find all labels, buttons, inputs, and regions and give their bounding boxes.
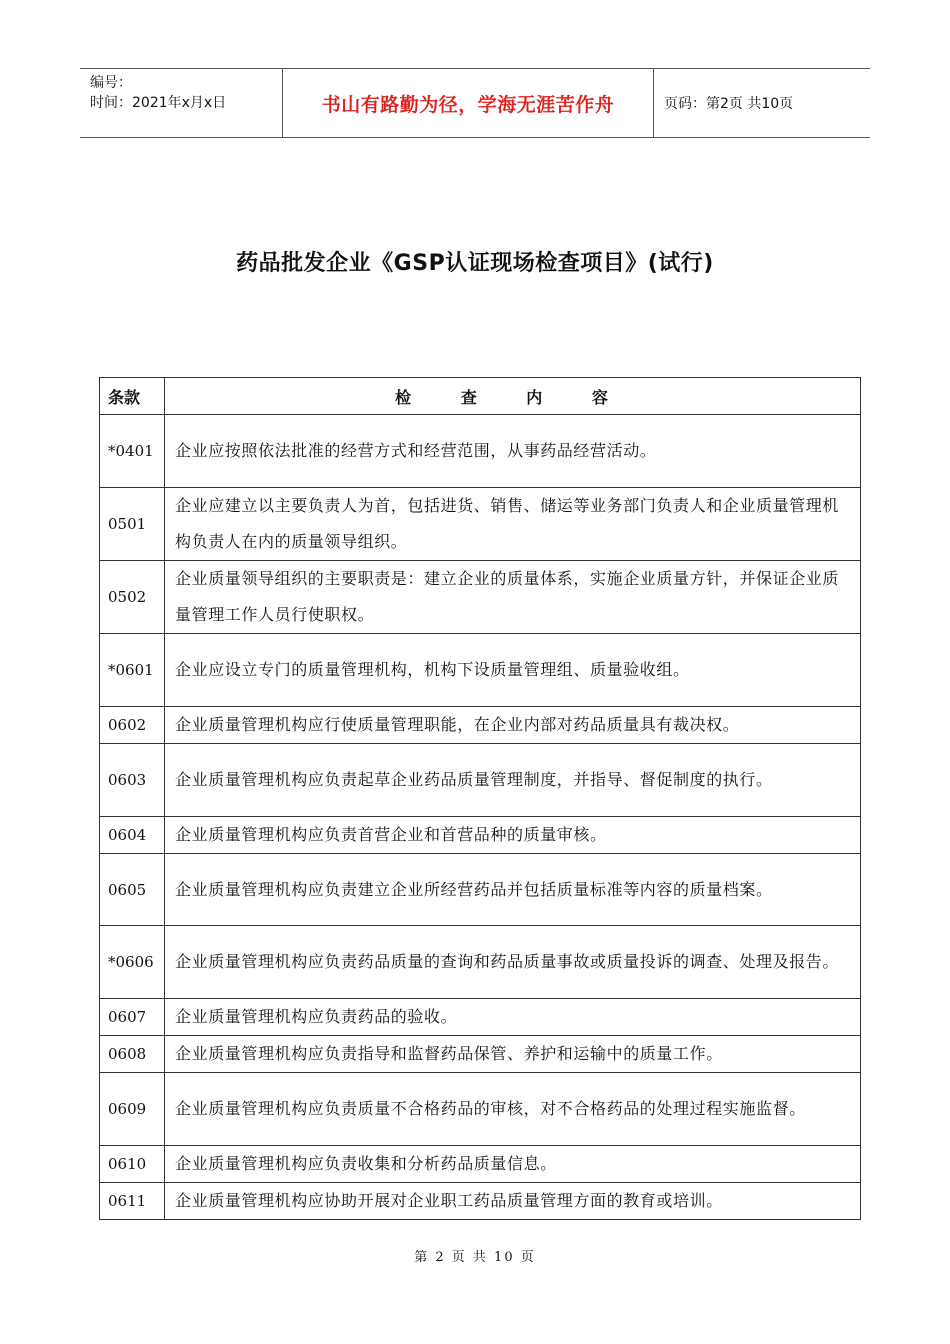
clause-text: 企业质量管理机构应负责收集和分析药品质量信息。 [165, 1146, 861, 1183]
table-row [100, 999, 861, 1036]
clause-text: 企业质量管理机构应负责建立企业所经营药品并包括质量标准等内容的质量档案。 [165, 854, 861, 926]
clause-text: 企业质量管理机构应负责指导和监督药品保管、养护和运输中的质量工作。 [165, 1036, 861, 1073]
clause-code: 0501 [100, 488, 165, 561]
clause-text: 企业质量管理机构应负责药品质量的查询和药品质量事故或质量投诉的调查、处理及报告。 [165, 926, 861, 999]
clause-code: 0605 [100, 854, 165, 926]
page-header [80, 68, 870, 138]
header-page-info: 页码：第2页 共10页 [664, 96, 794, 112]
header-motto-cell [282, 69, 654, 137]
table-row [100, 707, 861, 744]
clause-code: 0611 [100, 1183, 165, 1220]
table-row [100, 1073, 861, 1146]
clause-code: *0601 [100, 634, 165, 707]
table-row [100, 561, 861, 634]
document-number-label: 编号： [90, 75, 132, 91]
column-header-clause: 条款 [100, 378, 165, 415]
clause-text: 企业质量管理机构应协助开展对企业职工药品质量管理方面的教育或培训。 [165, 1183, 861, 1220]
header-meta [80, 69, 282, 137]
table-row [100, 415, 861, 488]
inspection-items-table [99, 377, 861, 1220]
table-row [100, 854, 861, 926]
clause-code: *0606 [100, 926, 165, 999]
document-title: 药品批发企业《GSP认证现场检查项目》(试行) [236, 251, 714, 276]
clause-code: 0604 [100, 817, 165, 854]
table-row [100, 634, 861, 707]
table-row [100, 744, 861, 817]
table-row [100, 1036, 861, 1073]
clause-code: 0603 [100, 744, 165, 817]
clause-code: 0502 [100, 561, 165, 634]
clause-text: 企业应建立以主要负责人为首，包括进货、销售、储运等业务部门负责人和企业质量管理机构负责人在内的质量领导组织。 [165, 488, 861, 561]
clause-code: 0609 [100, 1073, 165, 1146]
table-row [100, 926, 861, 999]
clause-code: 0602 [100, 707, 165, 744]
clause-text: 企业质量管理机构应负责起草企业药品质量管理制度，并指导、督促制度的执行。 [165, 744, 861, 817]
clause-text: 企业质量管理机构应行使质量管理职能，在企业内部对药品质量具有裁决权。 [165, 707, 861, 744]
clause-text: 企业质量管理机构应负责首营企业和首营品种的质量审核。 [165, 817, 861, 854]
clause-text: 企业应按照依法批准的经营方式和经营范围，从事药品经营活动。 [165, 415, 861, 488]
clause-code: 0610 [100, 1146, 165, 1183]
table-row [100, 817, 861, 854]
table-header-row [100, 378, 861, 415]
clause-text: 企业质量领导组织的主要职责是：建立企业的质量体系，实施企业质量方针，并保证企业质量管理工作人员行使职权。 [165, 561, 861, 634]
clause-text: 企业质量管理机构应负责药品的验收。 [165, 999, 861, 1036]
column-header-content: 检 查 内 容 [165, 378, 861, 415]
clause-code: *0401 [100, 415, 165, 488]
header-motto: 书山有路勤为径，学海无涯苦作舟 [321, 93, 615, 116]
clause-text: 企业应设立专门的质量管理机构，机构下设质量管理组、质量验收组。 [165, 634, 861, 707]
page-footer: 第 2 页 共 10 页 [414, 1250, 536, 1265]
table-row [100, 488, 861, 561]
document-time-label: 时间：2021年x月x日 [90, 95, 227, 111]
table-row [100, 1146, 861, 1183]
clause-code: 0608 [100, 1036, 165, 1073]
clause-code: 0607 [100, 999, 165, 1036]
clause-text: 企业质量管理机构应负责质量不合格药品的审核，对不合格药品的处理过程实施监督。 [165, 1073, 861, 1146]
table-row [100, 1183, 861, 1220]
